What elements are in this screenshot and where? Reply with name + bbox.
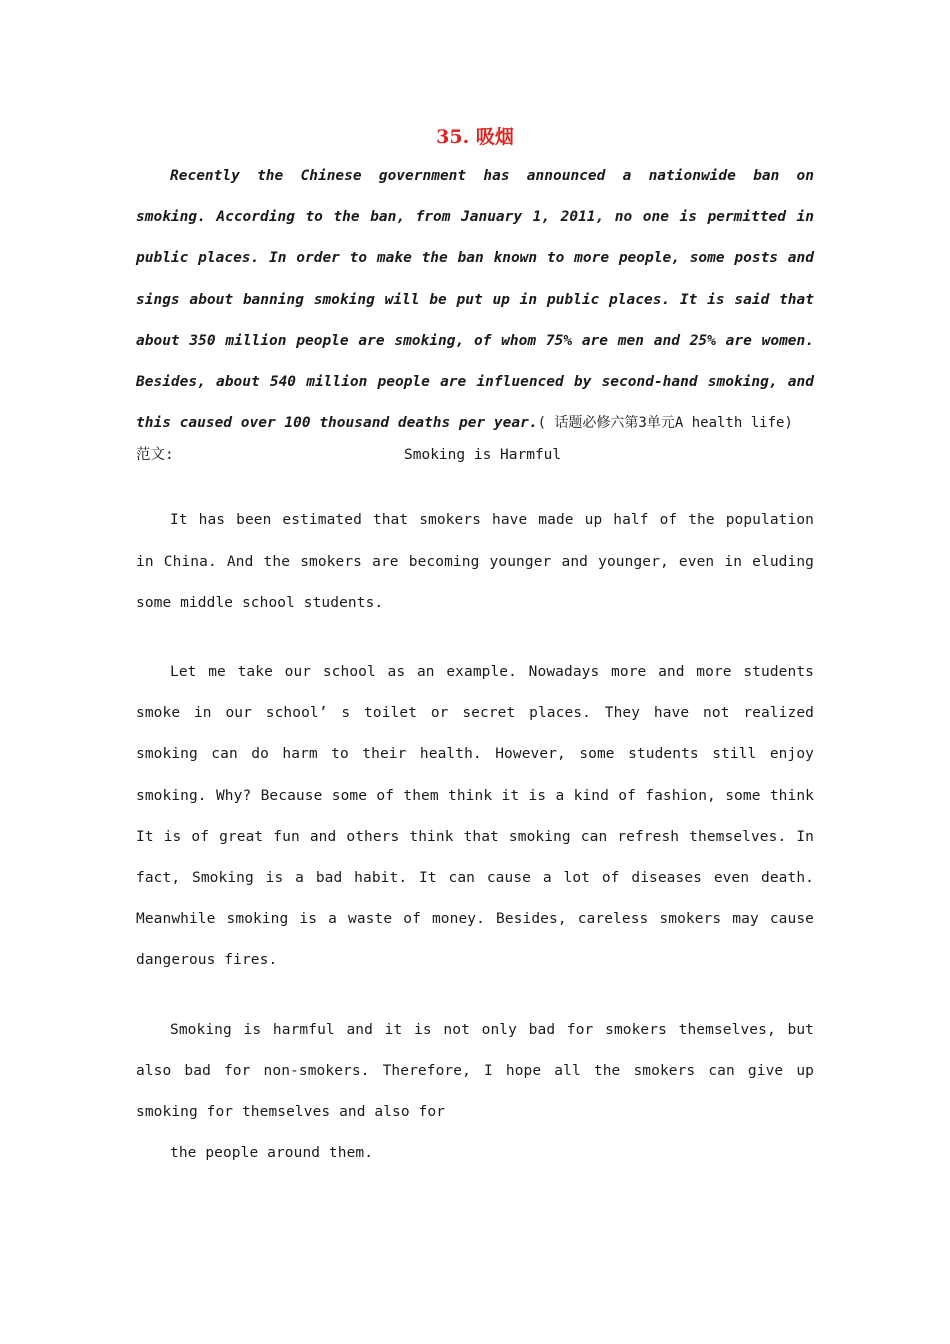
essay-title: Smoking is Harmful xyxy=(404,447,562,464)
prompt-source: ( 话题必修六第3单元A health life) xyxy=(537,415,793,432)
document-title: 35. 吸烟 xyxy=(436,126,514,148)
writing-prompt xyxy=(136,156,814,444)
prompt-text: Recently the Chinese government has announced a nationwide ban on smoking. According to the ban, from January 1, 2011, no one is permitted in public places. In order to make the ban known to more people, some posts and sings about banning smoking will be put up in public places. It is said that about 350 million people are smoking, of whom 75% are men and 25% are women. Besides, about 540 million people are influenced by second-hand smoking, and this caused over 100 thousand deaths per year. xyxy=(136,168,814,432)
sample-label: 范文: xyxy=(136,447,174,464)
essay-last-line: the people around them. xyxy=(170,1145,374,1162)
document-page xyxy=(136,118,814,1174)
sample-header xyxy=(136,438,814,473)
essay-paragraph: Let me take our school as an example. Nowadays more and more students smoke in our school’ s toilet or secret places. They have not realized smoking can do harm to their health. However, some students still enjoy smoking. Why? Because some of them think it is a kind of fashion, some think It is of great fun and others think that smoking can refresh themselves. In fact, Smoking is a bad habit. It can cause a lot of diseases even death. Meanwhile smoking is a waste of money. Besides, careless smokers may cause dangerous fires. xyxy=(136,664,814,969)
sample-essay xyxy=(136,473,814,1174)
essay-paragraph: It has been estimated that smokers have made up half of the population in China. And the smokers are becoming younger and younger, even in eluding some middle school students. xyxy=(136,512,814,611)
essay-paragraph: Smoking is harmful and it is not only bad for smokers themselves, but also bad for non-smokers. Therefore, I hope all the smokers can give up smoking for themselves and also for xyxy=(136,1021,814,1121)
